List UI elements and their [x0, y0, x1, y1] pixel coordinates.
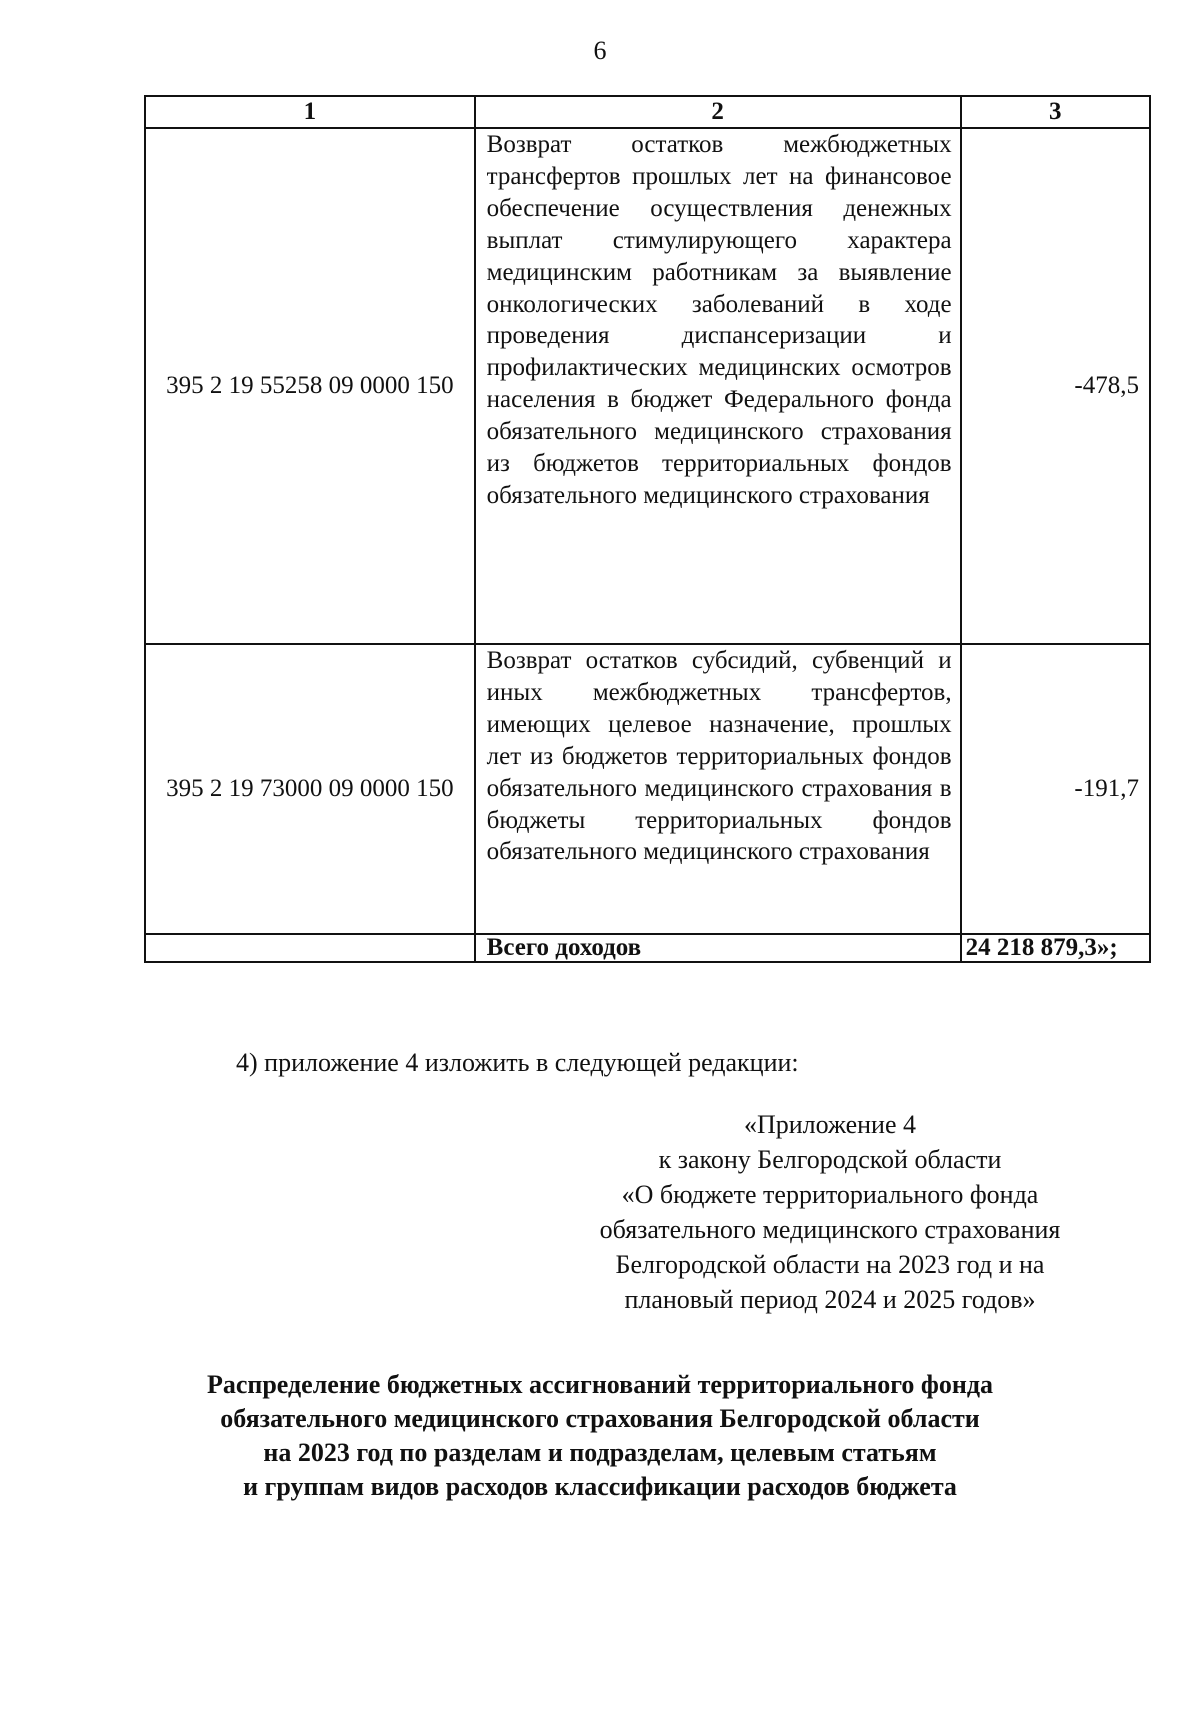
row-description: Возврат остатков субсидий, субвенций и иных межбюджетных трансфертов, имеющих целевое назначение, прошлых лет из бюджетов территориальных фондов обязательного медицинского страхования в бюджеты территориальных фондов обязательного медицинского страхования [475, 644, 961, 934]
appendix-line: «Приложение 4 [743, 1110, 917, 1139]
appendix-header [560, 1107, 1100, 1317]
appendix-line: плановый период 2024 и 2025 годов» [624, 1285, 1036, 1314]
title-line: обязательного медицинского страхования Белгородской области [220, 1404, 980, 1433]
total-code [145, 934, 475, 962]
row-description: Возврат остатков межбюджетных трансфертов прошлых лет на финансовое обеспечение осуществления денежных выплат стимулирующего характера медицинским работникам за выявление онкологических заболеваний в ходе проведения диспансеризации и профилактических медицинских осмотров населения в бюджет Федерального фонда обязательного медицинского страхования из бюджетов территориальных фондов обязательного медицинского страхования [475, 128, 961, 644]
column-header: 1 [145, 96, 475, 128]
row-amount: -478,5 [961, 128, 1150, 644]
total-amount: 24 218 879,3»; [961, 934, 1150, 962]
page-number: 6 [593, 36, 607, 65]
revenue-table [144, 95, 1151, 963]
title-line: и группам видов расходов классификации расходов бюджета [243, 1472, 957, 1501]
section-title [0, 1368, 1200, 1504]
row-code: 395 2 19 55258 09 0000 150 [145, 128, 475, 644]
title-line: на 2023 год по разделам и подразделам, целевым статьям [263, 1438, 937, 1467]
row-code: 395 2 19 73000 09 0000 150 [145, 644, 475, 934]
table-row [145, 644, 1150, 934]
appendix-line: обязательного медицинского страхования [599, 1215, 1061, 1244]
amendment-instruction: 4) приложение 4 изложить в следующей редакции: [236, 1048, 799, 1077]
total-row [145, 934, 1150, 962]
column-header: 2 [475, 96, 961, 128]
table-row [145, 128, 1150, 644]
title-line: Распределение бюджетных ассигнований территориального фонда [206, 1370, 994, 1399]
appendix-line: Белгородской области на 2023 год и на [615, 1250, 1045, 1279]
column-header: 3 [961, 96, 1150, 128]
appendix-line: к закону Белгородской области [658, 1145, 1002, 1174]
row-amount: -191,7 [961, 644, 1150, 934]
total-label: Всего доходов [475, 934, 961, 962]
table-header-row [145, 96, 1150, 128]
appendix-line: «О бюджете территориального фонда [621, 1180, 1039, 1209]
